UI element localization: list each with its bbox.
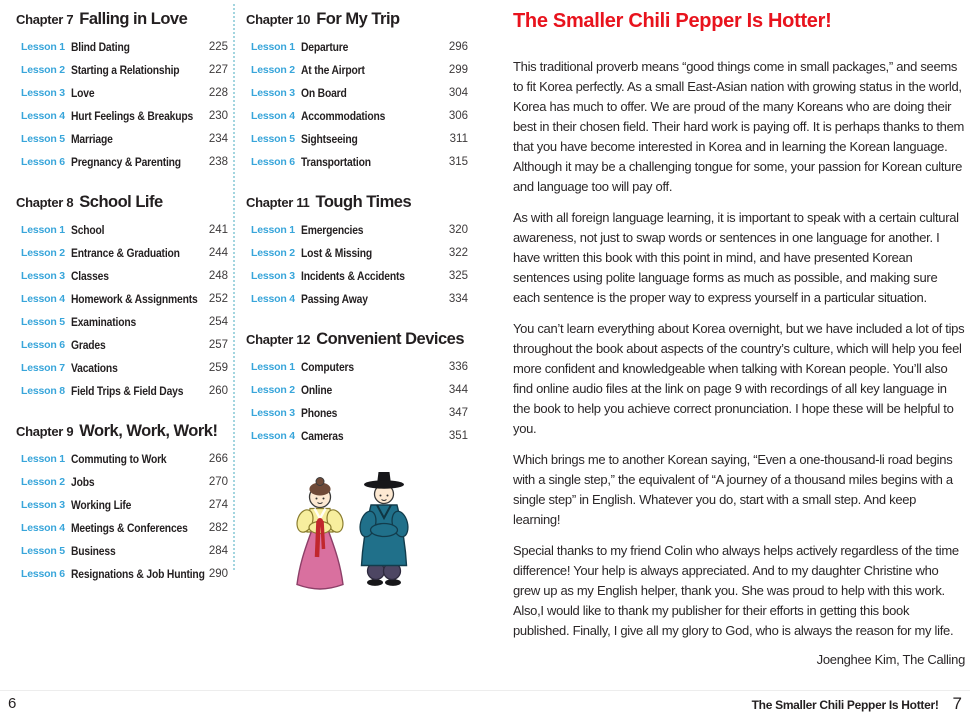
lesson-page-number: 347: [448, 406, 468, 419]
toc-lesson-row: [16, 218, 228, 241]
chapter-heading: [246, 8, 468, 35]
hanbok-couple-illustration: [274, 465, 424, 591]
lesson-page-number: 284: [208, 544, 228, 557]
lesson-title: Resignations & Job Hunting: [71, 566, 205, 581]
lesson-title: Blind Dating: [71, 39, 130, 54]
lesson-page-number: 228: [208, 86, 228, 99]
lesson-title: Grades: [71, 337, 106, 352]
lesson-title: Cameras: [301, 428, 344, 443]
chapter-heading: [246, 191, 468, 218]
toc-lesson-row: [246, 127, 468, 150]
lesson-page-number: 306: [448, 109, 468, 122]
toc-lesson-row: [246, 287, 468, 310]
footer-left: [8, 695, 16, 712]
toc-chapter-7: [16, 8, 228, 173]
toc-chapter-10: [246, 8, 468, 173]
lesson-title: Love: [71, 85, 95, 100]
lesson-number-label: Lesson 6: [21, 567, 65, 580]
lesson-page-number: 257: [208, 338, 228, 351]
toc-lesson-row: [16, 127, 228, 150]
lesson-title: Field Trips & Field Days: [71, 383, 184, 398]
lesson-title: Jobs: [71, 474, 95, 489]
chapter-title: Falling in Love: [79, 10, 188, 28]
toc-lesson-row: [246, 150, 468, 173]
toc-lesson-row: [246, 58, 468, 81]
chapter-title: Tough Times: [315, 193, 412, 211]
toc-lesson-row: [246, 424, 468, 447]
preface-page: [513, 10, 965, 667]
column-divider: [233, 4, 235, 570]
lesson-page-number: 260: [208, 384, 228, 397]
lesson-page-number: 311: [449, 132, 468, 145]
toc-lesson-row: [16, 287, 228, 310]
lesson-title: Hurt Feelings & Breakups: [71, 108, 194, 123]
lesson-title: Lost & Missing: [301, 245, 372, 260]
lesson-title: At the Airport: [301, 62, 365, 77]
lesson-number-label: Lesson 5: [251, 132, 295, 145]
lesson-number-label: Lesson 2: [21, 475, 65, 488]
toc-lesson-row: [246, 81, 468, 104]
toc-lesson-row: [16, 379, 228, 402]
lesson-number-label: Lesson 1: [251, 360, 295, 373]
lesson-page-number: 227: [208, 63, 228, 76]
lesson-title: Examinations: [71, 314, 137, 329]
chapter-title: For My Trip: [316, 10, 400, 28]
lesson-number-label: Lesson 3: [21, 86, 65, 99]
lesson-title: Passing Away: [301, 291, 368, 306]
toc-chapter-11: [246, 191, 468, 310]
lesson-page-number: 282: [208, 521, 228, 534]
chapter-number-label: Chapter 10: [246, 12, 311, 27]
toc-lesson-row: [16, 310, 228, 333]
page-number-left: 6: [8, 695, 17, 712]
lesson-page-number: 238: [208, 155, 228, 168]
lesson-number-label: Lesson 3: [251, 269, 295, 282]
toc-lesson-row: [246, 264, 468, 287]
lesson-number-label: Lesson 3: [21, 269, 65, 282]
lesson-page-number: 344: [448, 383, 468, 396]
footer-running-title: The Smaller Chili Pepper Is Hotter!: [751, 698, 939, 712]
lesson-page-number: 270: [208, 475, 228, 488]
essay-paragraph: You can’t learn everything about Korea overnight, but we have included a lot of tips throughout the book about aspects of the country’s culture, which will help you feel more confident and knowledgeable when talking with Korean people. You’ll also find online audio files at the link on page 9 with recordings of all key language in the book to help you achieve correct pronunciation. I hope these will be helpful to you.: [513, 321, 965, 436]
toc-lesson-row: [246, 355, 468, 378]
toc-lesson-row: [246, 35, 468, 58]
toc-chapter-8: [16, 191, 228, 402]
lesson-number-label: Lesson 4: [251, 429, 295, 442]
lesson-page-number: 248: [208, 269, 228, 282]
lesson-number-label: Lesson 3: [251, 406, 295, 419]
man-shoe: [367, 579, 383, 586]
lesson-title: School: [71, 222, 105, 237]
toc-lesson-row: [16, 241, 228, 264]
lesson-number-label: Lesson 1: [21, 40, 65, 53]
toc-lesson-row: [16, 539, 228, 562]
chapter-number-label: Chapter 12: [246, 332, 311, 347]
lesson-page-number: 322: [448, 246, 468, 259]
lesson-page-number: 315: [448, 155, 468, 168]
lesson-title: Computers: [301, 359, 354, 374]
toc-lesson-row: [16, 264, 228, 287]
man-shoe: [385, 579, 401, 586]
lesson-title: Commuting to Work: [71, 451, 167, 466]
lesson-page-number: 290: [208, 567, 228, 580]
lesson-number-label: Lesson 5: [21, 315, 65, 328]
lesson-title: Emergencies: [301, 222, 364, 237]
lesson-title: Working Life: [71, 497, 132, 512]
lesson-page-number: 325: [448, 269, 468, 282]
lesson-title: Marriage: [71, 131, 113, 146]
toc-lesson-row: [16, 58, 228, 81]
lesson-page-number: 304: [448, 86, 468, 99]
toc-column-left: [16, 8, 228, 603]
lesson-number-label: Lesson 5: [21, 544, 65, 557]
lesson-number-label: Lesson 3: [21, 498, 65, 511]
lesson-title: Meetings & Conferences: [71, 520, 188, 535]
lesson-number-label: Lesson 5: [21, 132, 65, 145]
hanbok-ribbon: [317, 521, 319, 557]
toc-lesson-row: [16, 35, 228, 58]
lesson-number-label: Lesson 6: [21, 155, 65, 168]
lesson-page-number: 234: [208, 132, 228, 145]
footer-right: [752, 694, 962, 714]
toc-lesson-row: [16, 81, 228, 104]
lesson-number-label: Lesson 8: [21, 384, 65, 397]
toc-lesson-row: [246, 241, 468, 264]
toc-chapter-9: [16, 420, 228, 585]
toc-lesson-row: [16, 493, 228, 516]
lesson-title: On Board: [301, 85, 347, 100]
lesson-title: Accommodations: [301, 108, 386, 123]
toc-lesson-row: [16, 104, 228, 127]
page-title: The Smaller Chili Pepper Is Hotter!: [513, 10, 832, 32]
lesson-number-label: Lesson 7: [21, 361, 65, 374]
toc-lesson-row: [246, 378, 468, 401]
lesson-title: Business: [71, 543, 116, 558]
chapter-heading: [246, 328, 468, 355]
toc-lesson-row: [16, 516, 228, 539]
chapter-heading: [16, 191, 228, 218]
lesson-page-number: 225: [208, 40, 228, 53]
essay-paragraph: Which brings me to another Korean saying, “Even a one-thousand-li road begins with a single step,” the equivalent of “A journey of a thousand miles begins with a single step” in English. Whatever you do, start with a small step. And keep learning!: [513, 452, 953, 527]
lesson-page-number: 252: [208, 292, 228, 305]
chapter-title: School Life: [79, 193, 163, 211]
toc-lesson-row: [246, 401, 468, 424]
lesson-page-number: 299: [448, 63, 468, 76]
chapter-number-label: Chapter 11: [246, 195, 310, 210]
chapter-title: Work, Work, Work!: [79, 422, 218, 440]
lesson-number-label: Lesson 4: [251, 109, 295, 122]
essay-paragraph: Special thanks to my friend Colin who always helps actively regardless of the time difference! Your help is always appreciated. And to my daughter Christine who grew up as my English helper, thank you. She was proud to help with this work. Also,I would like to thank my publisher for their efforts in getting this book published. Finally, I give all my glory to God, who is always the reason for my life.: [513, 543, 959, 638]
toc-column-right: [246, 8, 468, 591]
lesson-title: Vacations: [71, 360, 118, 375]
lesson-title: Homework & Assignments: [71, 291, 198, 306]
lesson-number-label: Lesson 2: [251, 63, 295, 76]
lesson-title: Departure: [301, 39, 349, 54]
lesson-number-label: Lesson 1: [251, 40, 295, 53]
footer-divider-line: [0, 690, 970, 691]
lesson-number-label: Lesson 1: [21, 452, 65, 465]
toc-lesson-row: [16, 562, 228, 585]
lesson-number-label: Lesson 1: [251, 223, 295, 236]
lesson-number-label: Lesson 1: [21, 223, 65, 236]
lesson-number-label: Lesson 2: [251, 383, 295, 396]
toc-lesson-row: [16, 447, 228, 470]
toc-lesson-row: [246, 104, 468, 127]
lesson-title: Incidents & Accidents: [301, 268, 405, 283]
lesson-page-number: 244: [208, 246, 228, 259]
lesson-page-number: 336: [448, 360, 468, 373]
chapter-number-label: Chapter 9: [16, 424, 74, 439]
toc-lesson-row: [246, 218, 468, 241]
lesson-number-label: Lesson 2: [251, 246, 295, 259]
lesson-title: Pregnancy & Parenting: [71, 154, 181, 169]
lesson-page-number: 266: [208, 452, 228, 465]
lesson-number-label: Lesson 2: [21, 246, 65, 259]
lesson-page-number: 241: [208, 223, 228, 236]
lesson-title: Transportation: [301, 154, 371, 169]
toc-lesson-row: [16, 356, 228, 379]
lesson-number-label: Lesson 6: [251, 155, 295, 168]
lesson-page-number: 254: [208, 315, 228, 328]
lesson-title: Phones: [301, 405, 338, 420]
chapter-title: Convenient Devices: [316, 330, 465, 348]
lesson-number-label: Lesson 4: [21, 521, 65, 534]
toc-chapter-12: [246, 328, 468, 447]
lesson-number-label: Lesson 4: [21, 292, 65, 305]
lesson-number-label: Lesson 6: [21, 338, 65, 351]
chapter-number-label: Chapter 8: [16, 195, 74, 210]
lesson-page-number: 259: [208, 361, 228, 374]
author-signature: Joenghee Kim, The Calling: [816, 652, 965, 667]
lesson-title: Entrance & Graduation: [71, 245, 180, 260]
toc-lesson-row: [16, 150, 228, 173]
toc-lesson-row: [16, 333, 228, 356]
lesson-title: Online: [301, 382, 333, 397]
lesson-page-number: 274: [208, 498, 228, 511]
lesson-page-number: 230: [208, 109, 228, 122]
lesson-number-label: Lesson 4: [251, 292, 295, 305]
essay-paragraph: As with all foreign language learning, it is important to speak with a certain cultural awareness, not just to swap words or sentences in one language for another. I have written this book with this point in mind, and have presented Korean sentences using polite language forms as much as possible, and making sure each sentence is the proper way to express yourself in a particular situation.: [513, 210, 959, 305]
chapter-heading: [16, 8, 228, 35]
lesson-page-number: 351: [448, 429, 468, 442]
chapter-heading: [16, 420, 228, 447]
lesson-page-number: 334: [448, 292, 468, 305]
page-number-right: 7: [952, 694, 962, 713]
lesson-title: Sightseeing: [301, 131, 358, 146]
lesson-page-number: 320: [448, 223, 468, 236]
toc-lesson-row: [16, 470, 228, 493]
lesson-title: Starting a Relationship: [71, 62, 180, 77]
lesson-page-number: 296: [448, 40, 468, 53]
lesson-title: Classes: [71, 268, 109, 283]
lesson-number-label: Lesson 3: [251, 86, 295, 99]
lesson-number-label: Lesson 4: [21, 109, 65, 122]
lesson-number-label: Lesson 2: [21, 63, 65, 76]
essay-paragraph: This traditional proverb means “good things come in small packages,” and seems to fit Korea perfectly. As a small East-Asian nation with growing status in the world, Korea has much to offer. We are proud of the many Koreans who are doing their best in their chosen field. Their hard work is paying off. It is perhaps thanks to them that you have become interested in Korea and in learning the Korean language. Although it may be a challenging tongue for some, your passion for Korean culture and language too will pay off.: [513, 59, 965, 194]
chapter-number-label: Chapter 7: [16, 12, 74, 27]
